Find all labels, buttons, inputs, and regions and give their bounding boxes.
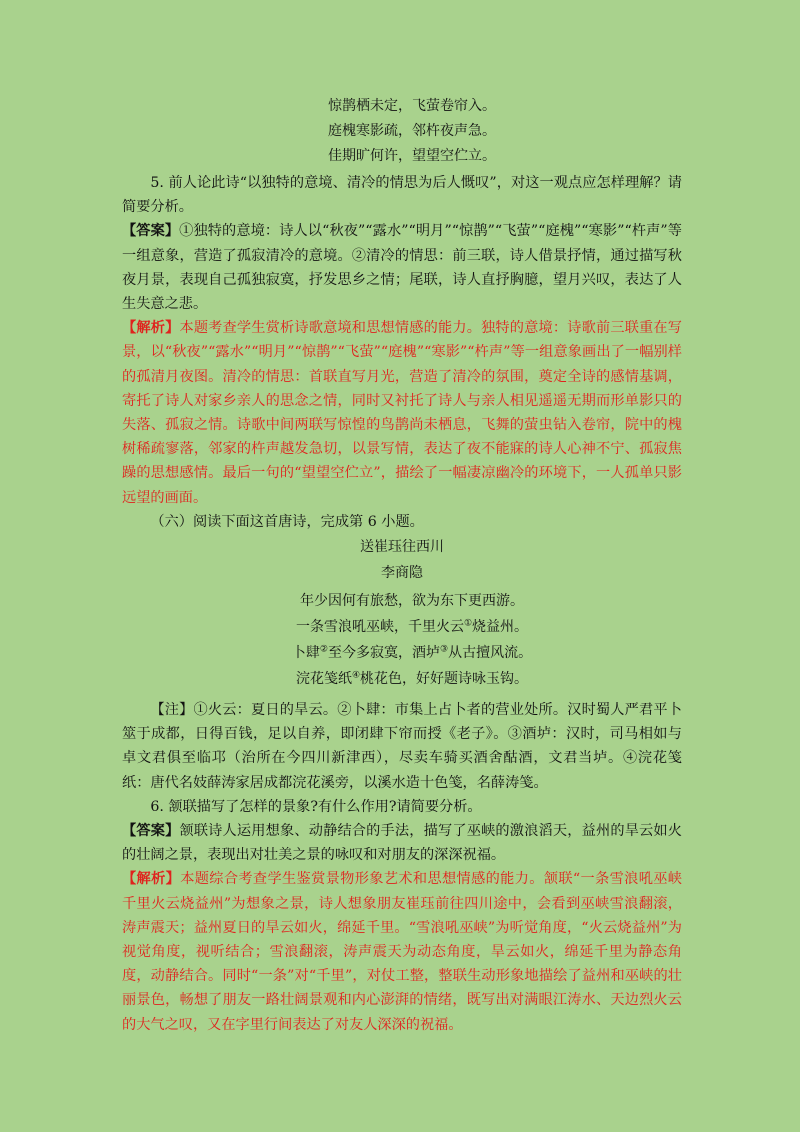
analysis-6 [122, 867, 682, 1036]
poem-line-text: 从古擅风流。 [448, 645, 533, 662]
poem-1 [122, 94, 682, 169]
footnote-mark: ① [463, 618, 473, 629]
poem-line [142, 666, 682, 692]
document-content [122, 94, 682, 1037]
analysis-tag: 【解析】 [122, 320, 180, 337]
answer-tag: 【答案】 [122, 223, 180, 240]
answer-tag: 【答案】 [122, 823, 180, 840]
poem-line [142, 588, 682, 614]
poem-notes: 【注】①火云：夏日的旱云。②卜肆：市集上占卜者的营业处所。汉时蜀人严君平卜筮于成都，日得百钱，足以自养，即闭肆下帘而授《老子》。③酒垆：汉时，司马相如与卓文君俱至临邛（治所在今四川新津西），尽卖车骑买酒舍酤酒，文君当垆。④浣花笺纸：唐代名妓薛涛家居成都浣花溪旁，以溪水造十色笺，名薛涛笺。 [122, 702, 682, 791]
poem-line-text: 烧益州。 [472, 619, 529, 636]
analysis-text: 本题考查学生赏析诗歌意境和思想情感的能力。独特的意境：诗歌前三联重在写景，以“秋夜”“露水”“明月”“惊鹊”“飞萤”“庭槐”“寒影”“杵声”等一组意象画出了一幅别样的孤清月夜图。清冷的情思：首联直写月光，营造了清冷的氛围，奠定全诗的感情基调，寄托了诗人对家乡亲人的思念之情，同时又衬托了诗人与亲人相见遥遥无期而形单影只的失落、孤寂之情。诗歌中间两联写惊惶的鸟鹊尚未栖息，飞舞的萤虫钻入卷帘，院中的槐树稀疏寥落，邻家的杵声越发急切，以景写情，表达了夜不能寐的诗人心神不宁、孤寂焦躁的思想感情。最后一句的“望望空伫立”，描绘了一幅凄凉幽冷的环境下，一人孤单只影远望的画面。 [122, 320, 682, 506]
poem-line: 惊鹊栖未定，飞萤卷帘入。 [328, 98, 496, 114]
answer-text: 颔联诗人运用想象、动静结合的手法，描写了巫峡的激浪滔天，益州的旱云如火的壮阔之景，表现出对壮美之景的咏叹和对朋友的深深祝福。 [122, 823, 682, 864]
poem-line: 佳期旷何许，望望空伫立。 [328, 148, 496, 164]
poem-title: 送崔珏往西川 [360, 539, 444, 556]
poem-line-text: 年少因何有旅愁，欲为东下更西游。 [300, 593, 524, 610]
poem-2 [122, 588, 682, 692]
analysis-5 [122, 316, 682, 510]
answer-5 [122, 219, 682, 316]
answer-text: ①独特的意境：诗人以“秋夜”“露水”“明月”“惊鹊”“飞萤”“庭槐”“寒影”“杵声”等一组意象，营造了孤寂清冷的意境。②清冷的情思：前三联，诗人借景抒情，通过描写秋夜月景，表现自己孤独寂寞，抒发思乡之情；尾联，诗人直抒胸臆，望月兴叹，表达了人生失意之悲。 [122, 223, 682, 313]
question-6: 6. 颔联描写了怎样的景象?有什么作用?请简要分析。 [150, 798, 482, 815]
poem-author: 李商隐 [381, 565, 423, 582]
analysis-text: 本题综合考查学生鉴赏景物形象艺术和思想情感的能力。颔联“一条雪浪吼巫峡千里火云烧益州”为想象之景，诗人想象朋友崔珏前往四川途中，会看到巫峡雪浪翻滚，涛声震天；益州夏日的旱云如火，绵延千里。“雪浪吼巫峡”为听觉角度，“火云烧益州”为视觉角度，视听结合；雪浪翻滚，涛声震天为动态角度，旱云如火，绵延千里为静态角度，动静结合。同时“一条”对“千里”，对仗工整，整联生动形象地描绘了益州和巫峡的壮丽景色，畅想了朋友一路壮阔景观和内心澎湃的情绪，既写出对满眼江涛水、天边烈火云的大气之叹，又在字里行间表达了对友人深深的祝福。 [122, 871, 682, 1033]
footnote-mark: ④ [351, 670, 361, 681]
poem-line [142, 614, 682, 640]
poem-line [142, 640, 682, 666]
poem-line-text: 浣花笺纸 [295, 671, 352, 688]
analysis-tag: 【解析】 [122, 871, 181, 888]
footnote-mark: ③ [440, 644, 449, 655]
section-6-intro: （六）阅读下面这首唐诗，完成第 6 小题。 [150, 513, 424, 530]
poem-line-text: 至今多寂寞，酒垆 [328, 645, 440, 662]
answer-6 [122, 819, 682, 867]
footnote-mark: ② [319, 644, 328, 655]
poem-line-text: 桃花色，好好题诗咏玉钩。 [360, 671, 529, 688]
question-5: 5. 前人论此诗“以独特的意境、清冷的情思为后人慨叹”，对这一观点应怎样理解？请简要分析。 [122, 175, 682, 216]
poem-line: 庭槐寒影疏，邻杵夜声急。 [328, 123, 496, 139]
poem-line-text: 一条雪浪吼巫峡，千里火云 [295, 619, 464, 636]
poem-line-text: 卜肆 [291, 645, 320, 662]
